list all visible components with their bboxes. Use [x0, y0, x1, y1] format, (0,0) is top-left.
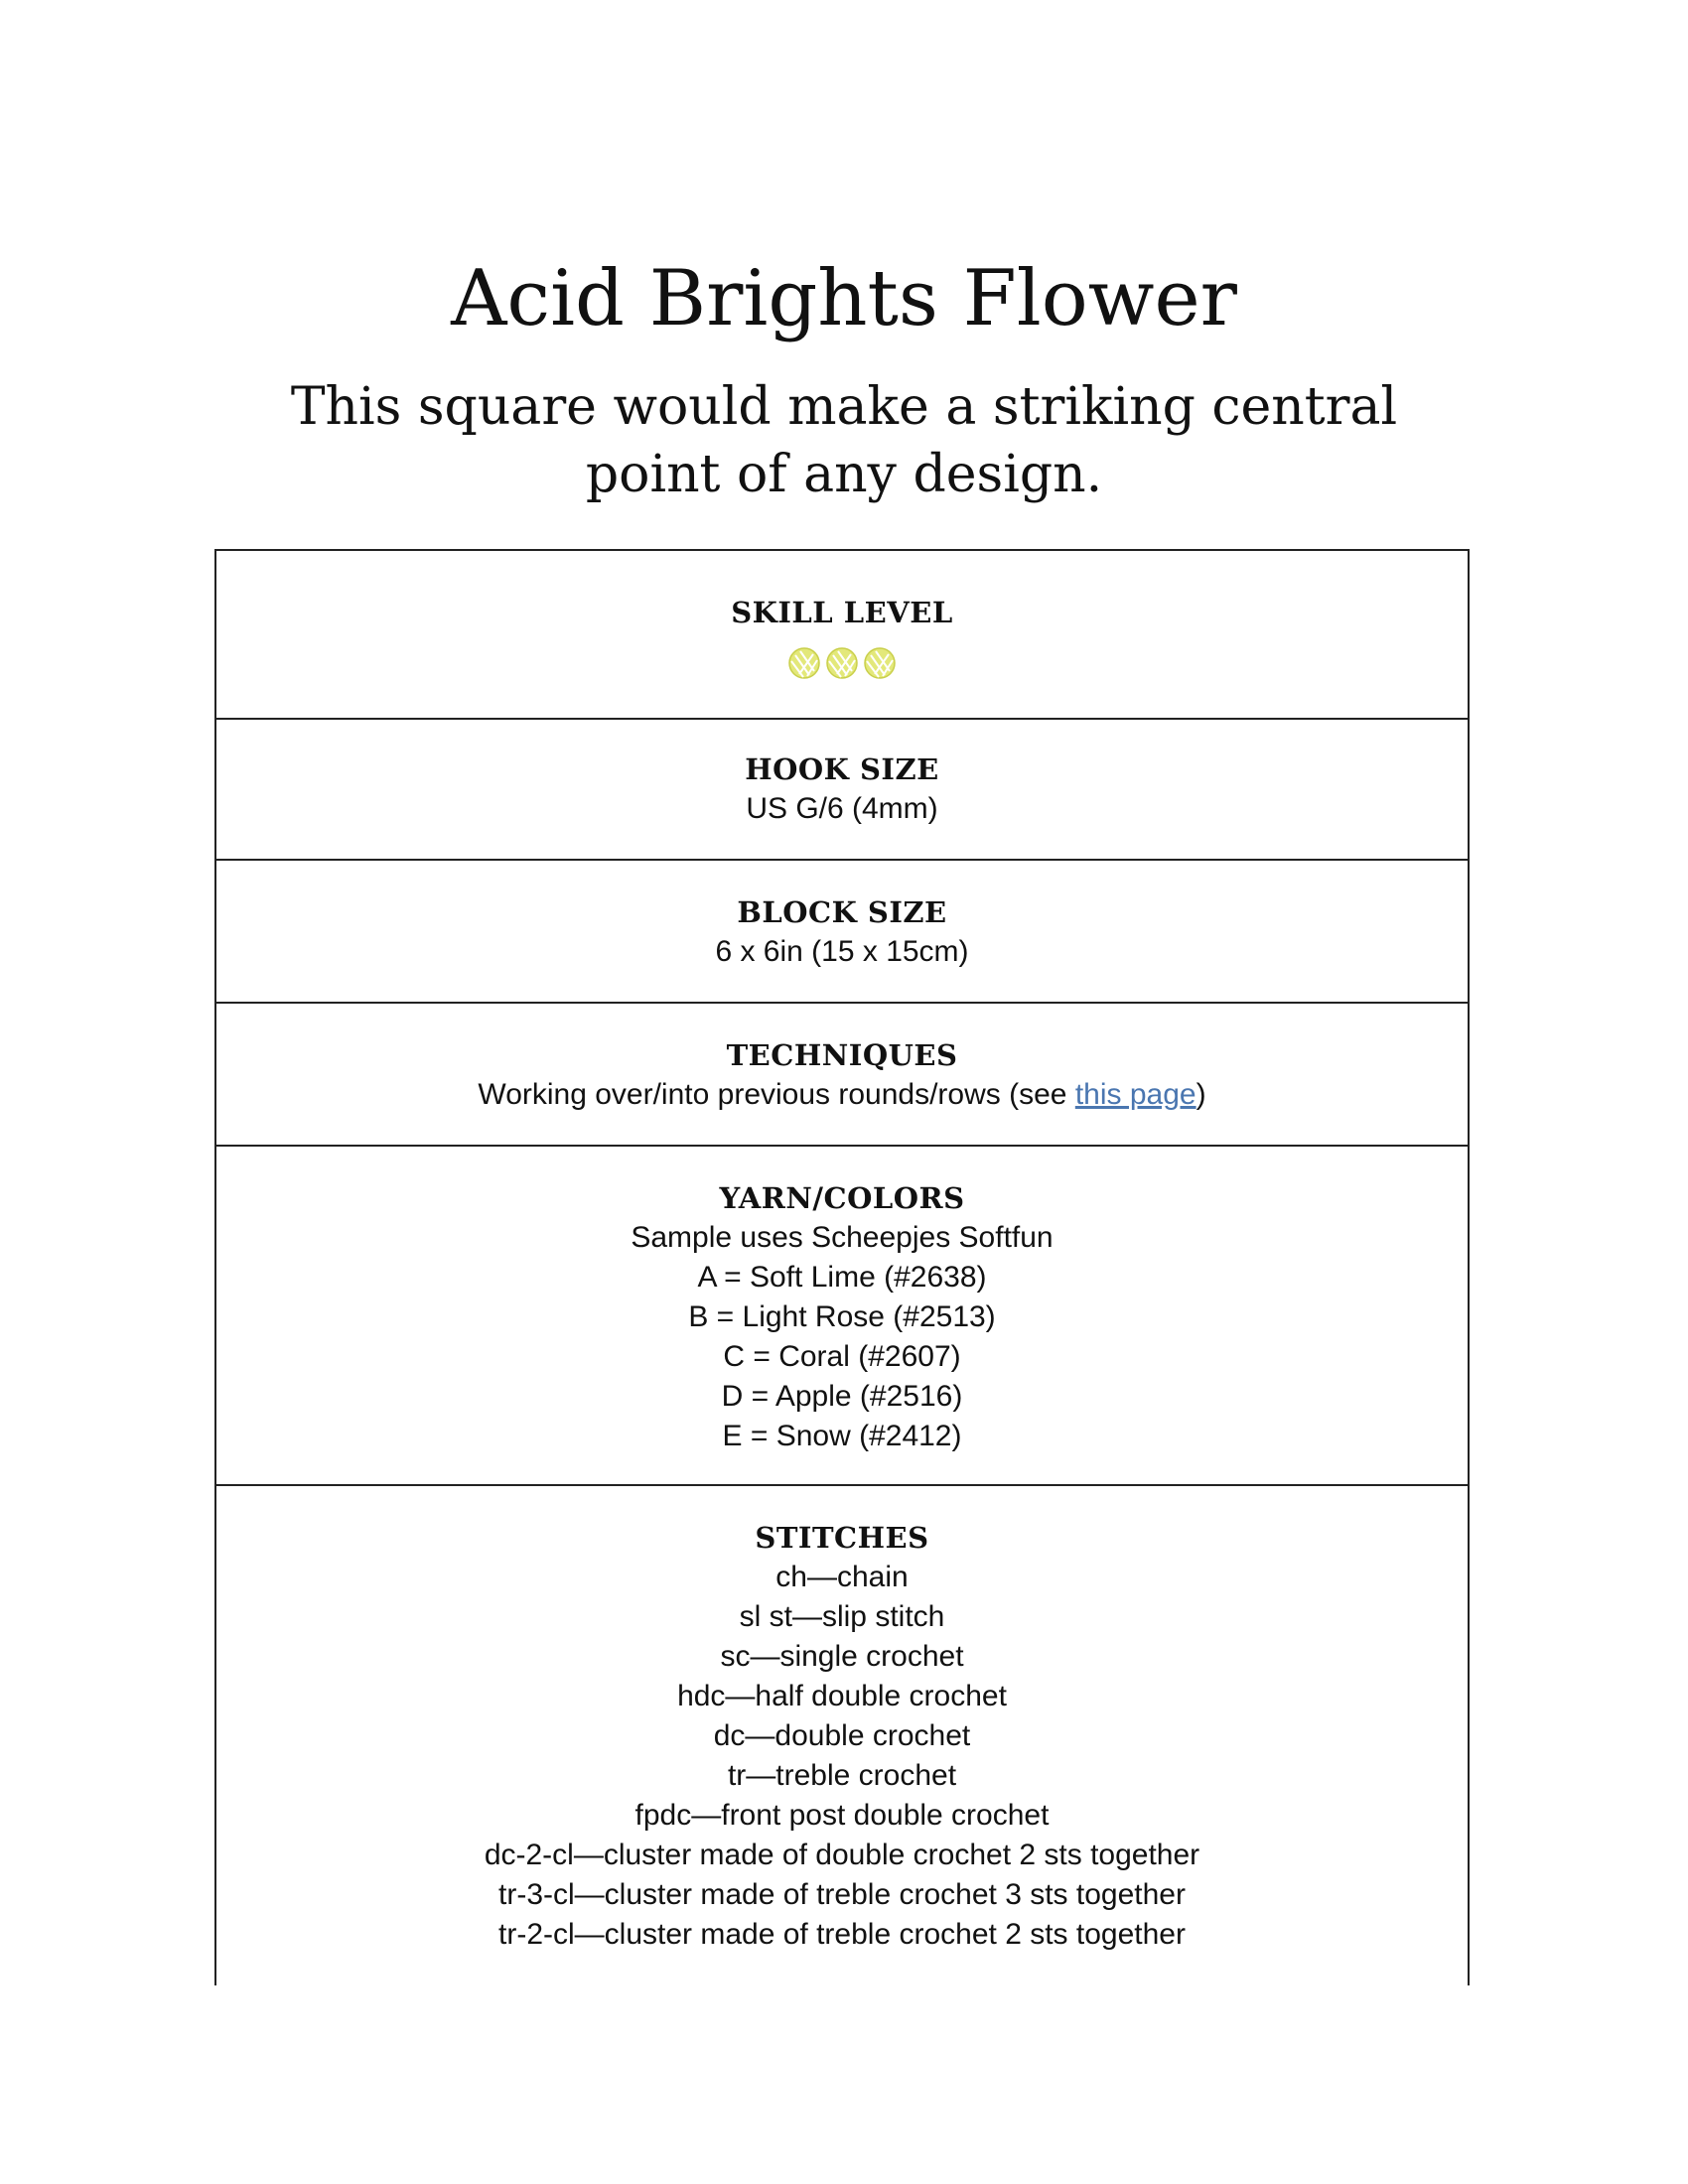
yarn-line: E = Snow (#2412) [722, 1420, 962, 1452]
techniques-row [216, 1004, 1468, 1147]
stitch-line: dc-2-cl—cluster made of double crochet 2 sts together [484, 1839, 1200, 1871]
yarn-ball-icon [787, 646, 821, 680]
stitch-line: ch—chain [775, 1561, 909, 1593]
hook-size-heading: HOOK SIZE [745, 752, 939, 786]
stitch-line: tr-2-cl—cluster made of treble crochet 2 sts together [498, 1918, 1186, 1951]
block-size-heading: BLOCK SIZE [737, 895, 947, 929]
yarn-line: B = Light Rose (#2513) [688, 1300, 996, 1333]
pattern-info-table [214, 549, 1470, 1985]
stitch-line: sl st—slip stitch [739, 1600, 945, 1633]
techniques-text-end: ) [1196, 1078, 1206, 1111]
pattern-title: Acid Brights Flower [451, 254, 1237, 343]
stitches-heading: STITCHES [755, 1521, 929, 1555]
pattern-subtitle: This square would make a striking central point of any design. [290, 377, 1398, 504]
yarn-colors-row [216, 1147, 1468, 1486]
hook-size-row [216, 718, 1468, 861]
yarn-ball-icon [825, 646, 859, 680]
yarn-line: D = Apple (#2516) [721, 1380, 963, 1413]
techniques-heading: TECHNIQUES [726, 1038, 958, 1072]
stitch-line: fpdc—front post double crochet [634, 1799, 1050, 1832]
this-page-link[interactable]: this page [1074, 1078, 1196, 1111]
stitch-line: tr—treble crochet [727, 1759, 957, 1792]
stitch-line: hdc—half double crochet [677, 1680, 1007, 1712]
yarn-ball-icon [863, 646, 897, 680]
stitch-line: tr-3-cl—cluster made of treble crochet 3 sts together [498, 1878, 1186, 1911]
stitch-line: sc—single crochet [720, 1640, 964, 1673]
skill-level-heading: SKILL LEVEL [731, 596, 953, 629]
yarn-line: A = Soft Lime (#2638) [697, 1261, 987, 1294]
skill-level-rating [216, 646, 1468, 680]
techniques-value [216, 1075, 1468, 1115]
hook-size-value: US G/6 (4mm) [746, 792, 938, 825]
stitch-line: dc—double crochet [713, 1719, 971, 1752]
yarn-line: Sample uses Scheepjes Softfun [631, 1221, 1054, 1254]
yarn-line: C = Coral (#2607) [723, 1340, 961, 1373]
techniques-text: Working over/into previous rounds/rows (see [478, 1078, 1075, 1111]
stitches-row [216, 1486, 1468, 1987]
skill-level-row [216, 551, 1468, 720]
block-size-row [216, 861, 1468, 1004]
block-size-value: 6 x 6in (15 x 15cm) [715, 935, 969, 968]
yarn-colors-heading: YARN/COLORS [719, 1181, 965, 1215]
